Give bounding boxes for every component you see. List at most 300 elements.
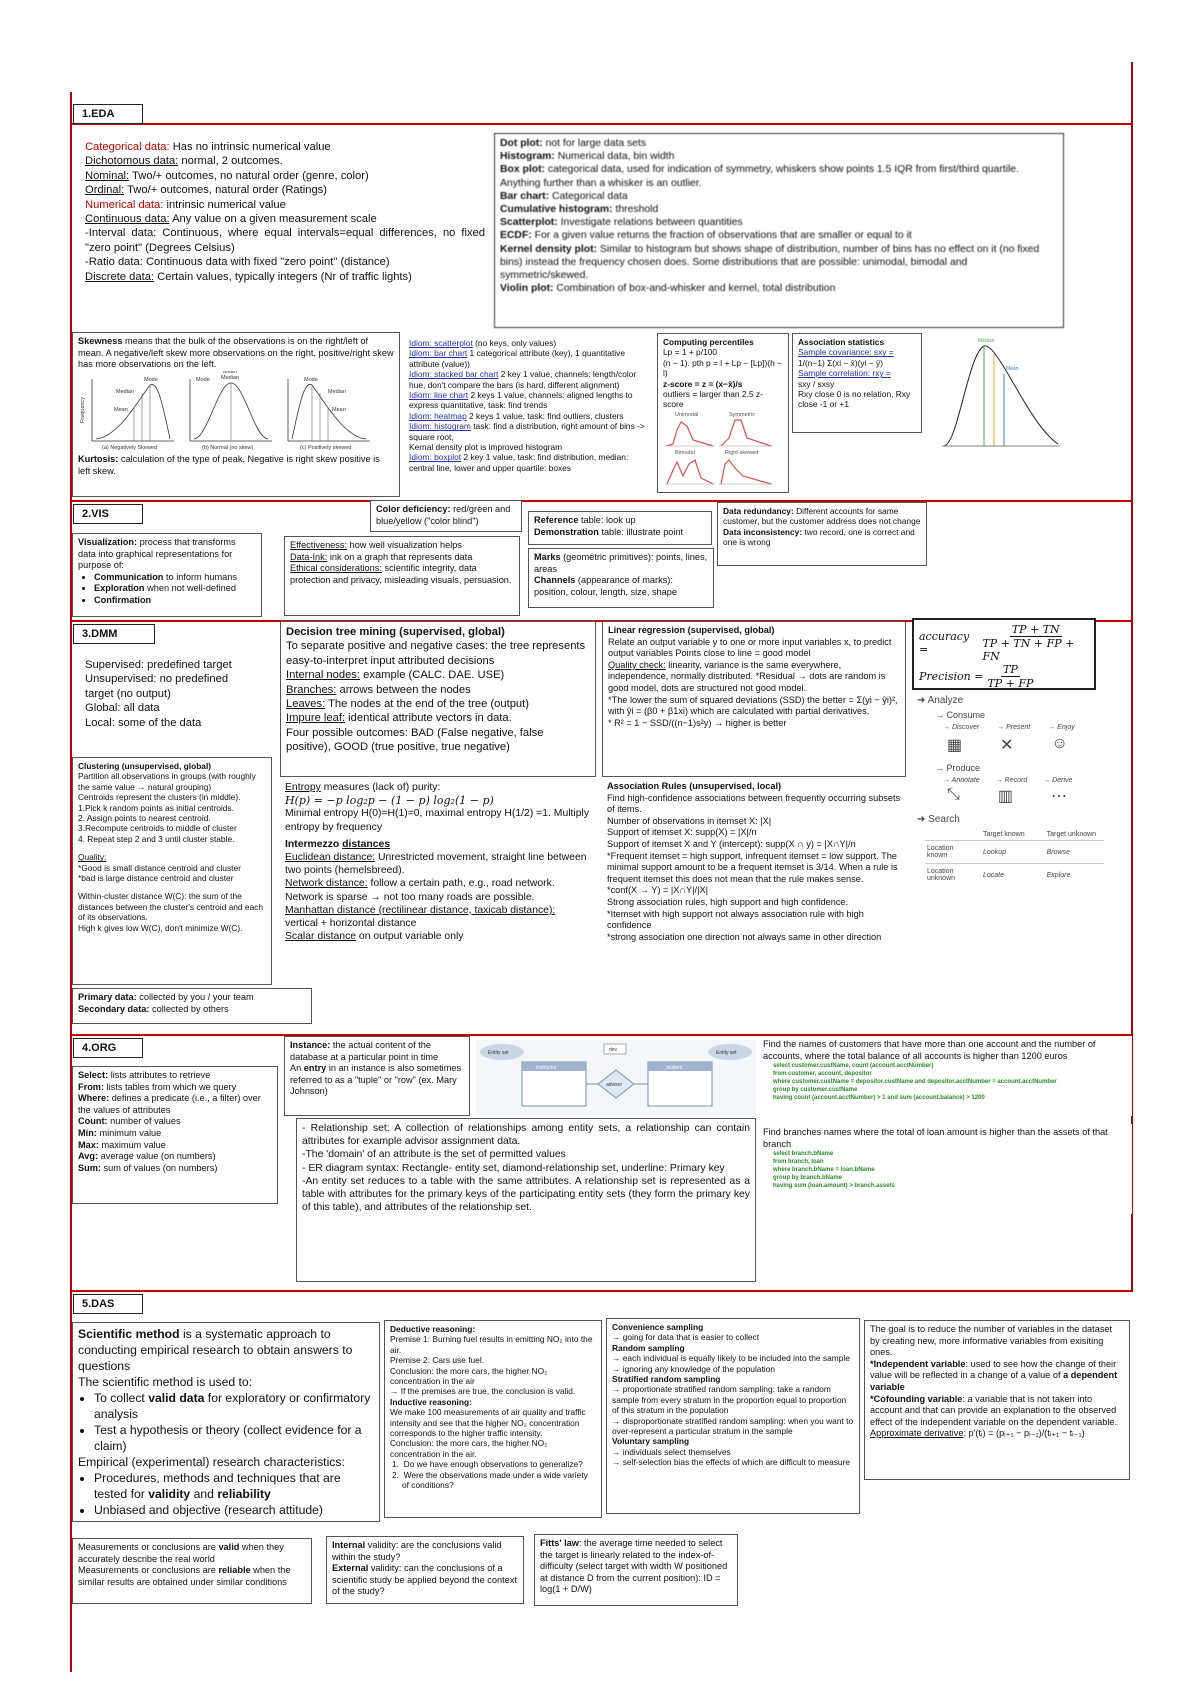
quality-line: *bad is large distance centroid and cluster [78,873,234,884]
line-text: Categorical data [549,190,628,202]
line-text: task: find a distribution, right amount of bins -> square root, [409,421,645,442]
entry-term: entry [303,1063,327,1074]
search-locate: Locate [983,871,1005,879]
entropy-minmax: Minimal entropy H(0)=H(1)=0, maximal entropy H(1/2) =1. Multiply entropy by frequency [285,808,590,833]
line-item [500,163,1058,189]
valid-b: reliable [218,1565,251,1576]
line-text: 2 keys 1 value, task: find outliers, clusters [466,410,624,421]
fitts-text: : the average time needed to select the target is linearly related to the index-of-difficulty (select target with width W positioned at distance D from the current position): ID = log(1 + D/W) [540,1538,728,1595]
sample-correlation-label: Sample correlation: rxy = [798,368,891,379]
assoc-stats-text: Rxy close 0 is no relation, Rxy close -1 or +1 [798,389,911,410]
deductive-line: → If the premises are true, the conclusion is valid. [390,1386,576,1397]
line-item [286,711,590,725]
line-term: Idiom: line chart [409,390,469,401]
datatype-item [85,212,485,226]
sql2-code [773,1150,1127,1190]
section-label-org: 4.ORG [73,1038,143,1058]
datatype-term: Nominal: [85,169,130,182]
scientific-term: Scientific method [78,1327,180,1341]
item-c: for exploratory or confirmatory analysis [94,1391,371,1421]
sampling-term: Voluntary sampling [612,1436,690,1447]
empirical-items [78,1470,374,1518]
consume-item: → Enjoy [1048,724,1075,731]
table-types-box [528,511,712,545]
line-item [286,668,590,682]
shape-unimodal: Unimodal [675,411,699,418]
line-item [409,452,649,473]
inductive-lines [390,1407,596,1459]
variables-intro: The goal is to reduce the number of variables in the dataset by creating new, more informative variables from exisiting ones. [870,1324,1113,1358]
line-term: Histogram: [500,151,555,163]
sampling-line: → individuals select themselves [612,1446,731,1457]
derivative-term: Approximate derivative [870,1428,964,1439]
line-text: Unrestricted movement, straight line between two points (hemelsbreed). [285,852,587,877]
skewness-text: means that the bulk of the observations is on the right/left of mean. A negative/left skew more observations on the right, positive/right skew has more observations on the left. [78,336,394,370]
line-text: two record, one is correct and one is wrong [723,526,915,548]
line-term: ECDF: [500,230,532,242]
sql-clauses-box [72,1066,278,1204]
distances-label: distances [342,838,391,850]
produce-item: → Annotate [943,777,980,784]
line-item [409,411,649,421]
accuracy-label: accuracy = [919,630,970,656]
scientific-method-box [72,1322,380,1522]
effectiveness-box [284,536,520,616]
valid-reliable-box [72,1538,312,1604]
line-item [78,1116,272,1128]
line-item [500,282,1058,295]
valid-line [78,1565,306,1588]
sampling-line: → going for data that is easier to collect [612,1332,760,1343]
skew-ylabel: Frequency [80,396,86,423]
line-term: Effectiveness: [290,540,348,550]
percentiles-box [657,333,789,493]
quality-check-text: linearity, variance is the same everywhere, independence, normally distributed. *Residual → dots are random is good model, dots are structured not good model. [608,659,886,693]
line-text: ink on a graph that represents data [327,551,473,562]
sql-code-line: select branch.bName [773,1151,834,1158]
idioms-box [404,335,654,497]
line-term: Scalar distance [285,931,357,943]
line-text: Combination of box-and-whisker and kernel, total distribution [553,283,836,295]
datatype-text: -Ratio data: Continuous data with fixed "zero point" (distance) [85,256,390,269]
regression-ssd: *The lower the sum of squared deviations (SSD) the better = Σ(yi − ŷi)², with ŷi = (β0 + β1xi) which are calculated with partial derivatives. [608,694,898,717]
assoc-stats-title: Association statistics [798,337,885,347]
empirical-item [94,1502,374,1518]
line-item [285,877,591,903]
record-icon: ▥ [997,788,1013,805]
valid-a: Measurements or conclusions are [78,1542,219,1552]
clustering-line: Partition all observations in groups (with roughly the same value → natural grouping) [78,771,256,792]
instance-term: Instance: [290,1040,331,1050]
sampling-line: → self-selection bias the effects of which are difficult to measure [612,1457,851,1468]
kurtosis-term: Kurtosis: [78,454,119,465]
deductive-line: Premise 1: Burning fuel results in emitting NO₂ into the air. [390,1334,593,1355]
line-text: identical attribute vectors in data. [345,712,512,725]
clustering-title: Clustering (unsupervised, global) [78,761,212,771]
line-item [78,1070,272,1082]
line-term: Idiom: scatterplot [409,338,473,348]
line-text: table: look up [578,515,636,525]
er-advisor: advisor [606,1082,623,1088]
item-c: and [190,1487,218,1501]
line-term: Count: [78,1116,108,1127]
line-text: The nodes at the end of the tree (output) [325,698,529,711]
line-item [78,1128,272,1140]
line-item [78,1151,272,1163]
assoc-confidence: *conf(X → Y) = |X∩Y|/|X| [607,885,708,896]
derivative-formula: : p'(tᵢ) = (pᵢ₊₁ − pᵢ₋₁)/(tᵢ₊₁ − tᵢ₋₁) [963,1428,1085,1439]
consume-items [943,724,1123,731]
line-text: Similar to histogram but shows shape of distribution, number of bins has no effect on it (no fixed bins) instead the frequency chosen does. Some distributions that are possible: unimodal, bimodal and symmetric/skewed. [500,243,1040,282]
datatype-term: Ordinal: [85,184,125,197]
skew-label-5: Median [221,374,240,381]
entropy-text: measures (lack of) purity: [320,782,441,793]
sql2-question: Find branches names where the total of loan amount is higher than the assets of that branch [763,1127,1108,1149]
entry-text-a: An [290,1063,304,1074]
datatype-text: normal, 2 outcomes. [178,155,283,168]
line-text: minimum value [96,1127,162,1138]
clustering-line: Centroids represent the clusters (in middle). [78,792,241,803]
line-term: Internal [332,1540,366,1550]
precision-numerator: TP [1003,663,1018,676]
datatype-text: Two/+ outcomes, natural order (Ratings) [124,184,328,197]
sql-code-line: where branch.bName = loan.bName [773,1167,875,1174]
sql-query-1 [758,1036,1132,1116]
decision-tree-outcomes: Four possible outcomes: BAD (False negative, false positive), GOOD (true positive, true negative) [286,726,544,754]
color-deficiency-term: Color deficiency: [376,504,451,514]
purpose-term: Confirmation [94,594,152,605]
line-term: Idiom: boxplot [409,452,462,463]
line-term: Max: [78,1139,99,1150]
line-text: 2 key 1 value, channels: length/color hue, don't compare the bars (is hard, different alignment) [409,369,637,390]
line-text: 1 categorical attribute (key), 1 quantitative attribute (value)) [409,348,625,369]
line-term: Scatterplot: [500,217,558,229]
datatype-item [85,183,485,197]
visualization-list [78,572,256,607]
deductive-lines [390,1334,596,1396]
datatype-term: Categorical data: [85,141,170,153]
line-text: average value (on numbers) [98,1151,216,1162]
sampling-term: Convenience sampling [612,1322,704,1332]
datatype-text: Two/+ outcomes, no natural order (genre, color) [129,169,369,182]
line-text: number of values [107,1116,181,1127]
line-term: Avg: [78,1151,99,1162]
line-item [285,904,591,930]
association-rules-box [602,778,906,1030]
derive-icon: ⋯ [1050,788,1067,805]
produce-items [943,777,1123,784]
line-text: Kernal density plot is improved histogram [409,442,563,453]
skew-label-1: Mode [144,376,158,383]
section-label-das: 5.DAS [73,1294,143,1314]
scientific-items [78,1390,374,1454]
decision-tree-items [286,668,590,726]
line-item [534,527,706,539]
visualization-purpose [94,583,256,595]
decision-tree-box [280,621,596,777]
sql-code-line: group by branch.bName [773,1175,843,1182]
er-dev: dev [609,1047,618,1053]
line-text: Investigate relations between quantities [557,217,743,229]
line-item [409,390,649,411]
skew-caption-a: (a) Negatively Skewed [102,444,158,451]
regression-title: Linear regression (supervised, global) [608,625,775,635]
sql-code-line: select customer.custName, count (account.acctNumber) [773,1063,934,1070]
metrics-box [912,618,1096,690]
decision-tree-title: Decision tree mining (supervised, global) [286,626,505,638]
precision-denominator: TP + FP [987,677,1034,690]
datatype-item [85,270,485,284]
reasoning-q1: Do we have enough observations to generalize? [403,1459,583,1470]
sql-code-line: having sum (loan.amount) > branch.assets [773,1183,895,1190]
item-a: Test a hypothesis or theory (collect evidence for a claim) [94,1423,362,1453]
er-diagram [476,1040,756,1116]
instance-text: the actual content of the database at a particular point in time [290,1040,439,1062]
line-term: Internal nodes: [286,669,361,682]
color-deficiency-box [370,500,522,532]
data-types-box [80,137,490,327]
line-term: Min: [78,1127,97,1138]
inductive-label: Inductive reasoning: [390,1396,472,1407]
line-term: Leaves: [286,698,326,711]
search-browse: Browse [1046,848,1070,856]
inductive-line: We make 100 measurements of air quality and traffic intensity and see that the higher NO₂ concentration corresponds to the higher traffic intensity. [390,1407,586,1439]
entry-text-b: in an instance is also sometimes referred to as a "tuple" or "row" (ex. Mary Johnson) [290,1063,462,1097]
line-term: Primary data: [78,992,137,1002]
sampling-box [606,1318,860,1514]
datatype-term: Discrete data: [85,270,155,283]
line-item [78,1163,272,1175]
search-explore: Explore [1046,871,1071,879]
line-item [534,515,706,527]
er-instructor: instructor [536,1065,557,1071]
valid-c: when they accurately describe the real world [78,1542,284,1564]
association-stats-box [792,333,922,433]
analyze-label: Analyze [927,695,964,706]
line-text: 2 key 1 value, task: find distribution, median: central line, lower and upper quartile: boxes [409,452,629,473]
search-lookup: Lookup [983,848,1006,856]
line-term: Reference [534,515,579,525]
line-text: (no keys, only values) [472,338,557,348]
line-item [290,552,514,564]
reasoning-box: Deductive reasoning: Premise 1: Burning fuel results in emitting NO₂ into the air. Premise 2: Cars use fuel. Conclusion: the more cars, the higher NO₂ concentration in the air → If the premises are true, the conclusion is valid. Inductive reasoning: We make 100 measurements of air quality and traffic intensity and see that the higher NO₂ concentration corresponds to the higher traffic intensity. Conclusion: the more cars, the higher NO₂ concentration in the air. 1. Do we have enough observations to generalize? 2. Were the observations made under a wide variety of conditions? [384,1320,602,1518]
line-term: Marks [534,552,561,562]
percentiles-title: Computing percentiles [663,337,754,347]
assoc-line: Find high-confidence associations between frequently occurring subsets of items. [607,792,901,815]
line-text: lists attributes to retrieve [108,1070,211,1080]
sql1-code [773,1062,1127,1102]
line-term: Branches: [286,683,337,696]
line-text: For a given value returns the fraction of observations that are smaller or equal to it [531,230,912,242]
data-redundancy-box [717,502,927,566]
regression-line-1: Relate an output variable y to one or more input variables x, to predict output variables Points close to line = good model [608,636,892,659]
assoc-itemset: *Itemset with high support not always association rule with high confidence [607,908,864,931]
datatype-item [85,255,485,269]
consume-label: → Consume [935,710,986,720]
line-term: From: [78,1081,105,1092]
search-table [925,829,1104,886]
line-item [332,1540,518,1563]
inductive-line: Conclusion: the more cars, the higher NO₂ concentration in the air. [390,1438,548,1459]
sample-covariance-formula: 1/(n−1) Σ(xi − x̄)(yi − ȳ) [798,357,883,368]
line-term: Channels [534,575,576,586]
er-student: student [666,1065,683,1071]
line-item [290,563,514,586]
search-label: Search [928,814,960,825]
line-item [286,683,590,697]
line-term: Violin plot: [500,283,554,295]
assoc-direction: *strong association one direction not always same in other direction [607,931,882,942]
clustering-line: 2. Assign points to nearest centroid. [78,813,211,824]
purpose-text: to inform humans [163,571,237,582]
sql-code-line: from branch, loan [773,1159,824,1166]
line-text: example (CALC. DAE. USE) [360,669,505,682]
consume-item: → Present [997,724,1031,731]
empirical-item [94,1470,374,1502]
skew-caption-c: (c) Positively skewed [300,444,352,451]
section-label-vis: 2.VIS [73,504,143,524]
line-term: Manhattan distance (rectilinear distance, taxicab distance): [285,904,556,916]
present-icon: ✕ [1000,737,1014,754]
high-k-text: High k gives low W(C), don't minimize W(C). [78,922,243,933]
line-item [500,137,1058,150]
line-text: categorical data, used for indication of symmetry, whiskers show points 1.5 IQR from first/third quartile. Anything further than a whisker is an outlier. [500,164,1019,189]
valid-a: Measurements or conclusions are [78,1565,219,1576]
fitts-law-box [534,1534,738,1606]
assoc-rules-title: Association Rules (unsupervised, local) [607,781,782,791]
line-text: validity: can the conclusions of a scientific study be applied beyond the context of the study? [332,1563,517,1597]
skew-label-6: Mode [196,376,210,383]
independent-term: *Independent variable [870,1358,966,1369]
line-item [723,506,921,527]
line-item [409,338,649,348]
line-text: sum of values (on numbers) [100,1162,218,1173]
skewness-figure [78,371,394,451]
divider-vis [70,500,1132,502]
valid-line [78,1542,306,1565]
line-term: Bar chart: [500,190,550,202]
line-term: Euclidean distance: [285,852,376,864]
line-term: External [332,1563,369,1574]
datatype-term: Numerical data: [85,198,164,211]
annotate-icon: ⤡ [947,786,960,803]
accuracy-numerator: TP + TN [1011,623,1060,636]
sql-code-line: from customer, account, depositor [773,1071,872,1078]
visualization-purpose [94,572,256,584]
clustering-lines [78,771,266,844]
precision-label: Precision = [919,670,984,683]
datatype-item [85,198,485,212]
sql-code-line: where customer.custName = depositor.custName and depositor.acctNumber = account.acctNumber [773,1079,1057,1086]
line-term: Idiom: heatmap [409,410,467,421]
sampling-line: → disproportionate stratified random sampling: when you want to over-represent a particular stratum in the sample [612,1415,854,1437]
visualization-purpose [94,595,256,607]
enjoy-icon: ☺ [1051,735,1068,752]
supervised-line: Unsupervised: no predefined target (no output) [85,673,229,700]
sampling-line: → each individual is equally likely to be included into the sample [612,1353,850,1364]
line-item [78,1093,272,1116]
entropy-formula: H(p) = −p log₂p − (1 − p) log₂(1 − p) [285,794,494,808]
line-term: Secondary data: [78,1003,150,1014]
line-text: Different accounts for same customer, but the customer address does not change [723,506,921,527]
skew-label-8: Median [328,388,347,395]
valid-c: when the similar results are obtained under similar conditions [78,1565,291,1587]
search-col-unknown: Target unknown [1046,831,1097,838]
primary-data-box [72,988,312,1024]
item-a: Procedures, methods and techniques that are tested for [94,1471,341,1501]
line-term: Sum: [78,1162,101,1173]
assoc-rules-lines [607,793,901,851]
skewed-curve-figure [938,334,1062,454]
skew-label-9: Mean [332,406,346,413]
sampling-term: Stratified random sampling [612,1374,721,1385]
line-text: 2 keys 1 value, channels: aligned lengths to express quantitative, task: find trends [409,390,633,411]
line-item [500,203,1058,216]
deductive-label: Deductive reasoning: [390,1324,476,1334]
color-deficiency-text: red/green and blue/yellow ("color blind") [376,504,511,526]
line-term: Dot plot: [500,138,543,149]
line-item [78,992,306,1004]
consume-item: → Discover [943,724,980,731]
relationship-line: -The 'domain' of an attribute is the set of permitted values [302,1149,566,1161]
line-item [290,540,514,552]
plot-types-box [494,133,1064,328]
line-item [500,190,1058,203]
independent-text: : used to see how the change of their value will be reflected in a change of a value of [870,1358,1117,1381]
line-term: Box plot: [500,164,546,176]
datatype-term: Dichotomous data: [85,155,179,168]
line-term: Data-Ink: [290,551,328,562]
entropy-box [280,778,596,978]
datatype-item [85,154,485,168]
line-term: Where: [78,1093,110,1104]
percentile-formula-2: (n − 1). pth p = l + Lp − [Lp])(h − l) [663,357,782,379]
shape-bimodal: Bimodal [675,449,695,456]
distribution-shapes-figure [663,410,783,488]
fitts-term: Fitts' law [540,1538,579,1548]
assoc-line: Number of observations in itemset X: |X| [607,815,772,826]
supervised-line: Global: all data [85,702,160,715]
skew-label-7: Mode [304,376,318,383]
line-text: (geometric primitives): points, lines, areas [534,552,708,574]
line-text: defines a predicate (i.e., a filter) over the values of attributes [78,1093,261,1115]
line-item [286,697,590,711]
line-text: validity: are the conclusions valid within the study? [332,1540,502,1562]
regression-r2: * R² = 1 − SSD/((n−1)s²y) → higher is better [608,717,787,728]
line-text: threshold [612,204,659,216]
quality-label: Quality: [78,852,107,863]
analyze-icon: ➜ [917,695,926,706]
line-term: Data redundancy: [723,506,794,516]
visualization-text: process that transforms data into graphical representations for purpose of: [78,537,236,571]
relationship-line: -An entity set reduces to a table with the same attributes. A relationship set is represented as a table with attributes for the primary keys of the participating entity sets (they form the primary key of this table), and attributes of the relationship set. [302,1175,750,1214]
skewness-box [72,332,400,497]
line-term: Demonstration [534,526,599,537]
line-item [500,216,1058,229]
line-term: Select: [78,1070,109,1080]
line-item [78,1082,272,1094]
line-text: how well visualization helps [347,540,462,550]
line-item [500,150,1058,163]
cofounding-text: : a variable that is not taken into account and that can provide an explanation to the observed effect of the independent variable on the dependent variable. [870,1393,1118,1427]
line-text: (appearance of marks): position, colour, length, size, shape [534,575,678,597]
percentile-formula-3: z-score = z = (x−x̄)/s [663,378,743,389]
supervised-line: Supervised: predefined target [85,659,232,671]
shape-symmetric: Symmetric [729,411,755,418]
empirical-label: Empirical (experimental) research characteristics: [78,1455,345,1469]
divider-das [70,1290,1132,1292]
quality-lines [78,863,266,884]
